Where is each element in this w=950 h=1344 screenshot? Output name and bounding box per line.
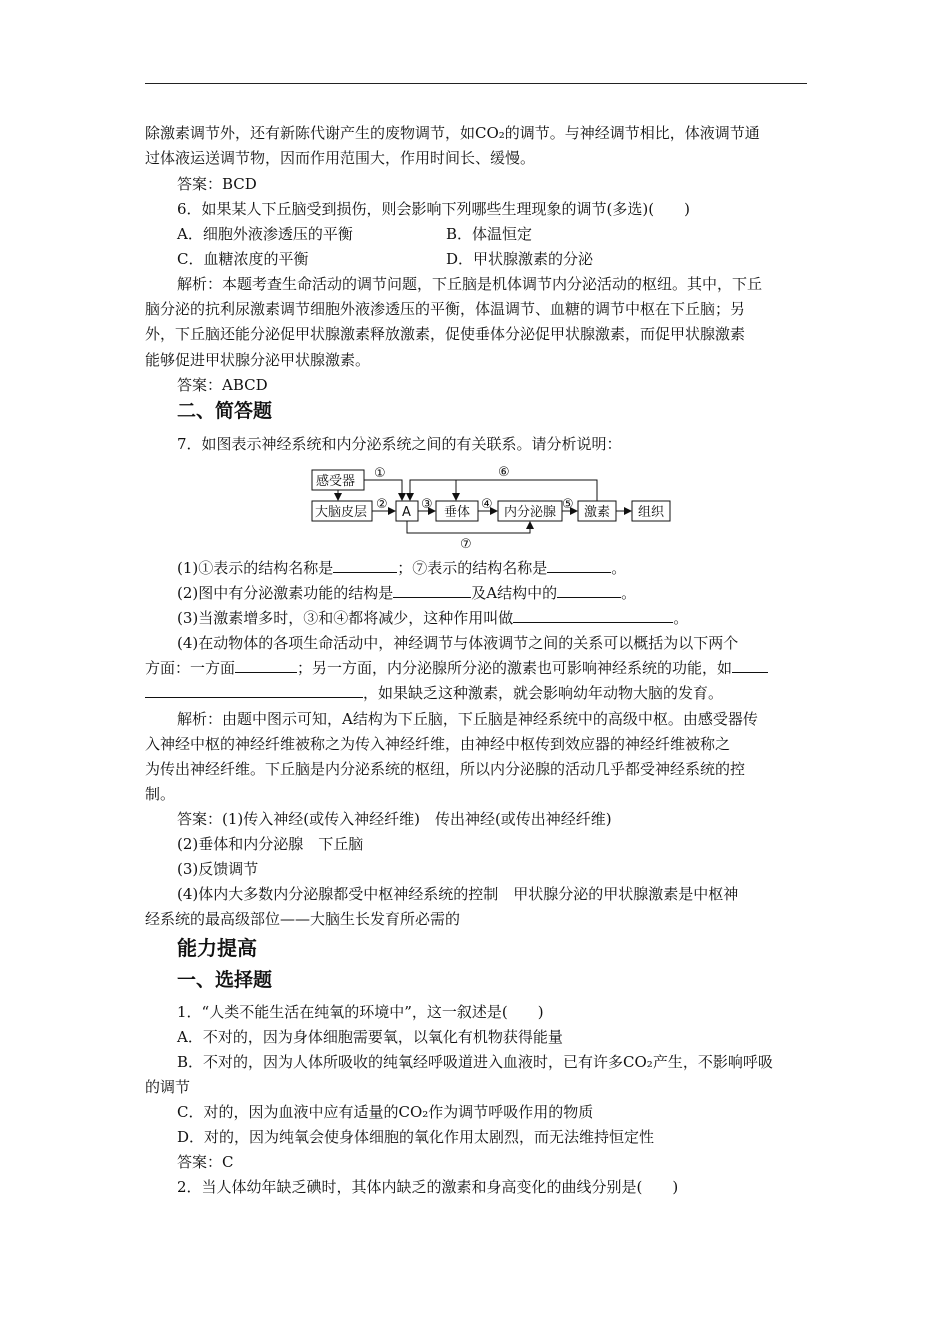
explanation-line: 外，下丘脑还能分泌促甲状腺激素释放激素，促使垂体分泌促甲状腺激素，而促甲状腺激素 — [145, 325, 746, 343]
question-2: 2．当人体幼年缺乏碘时，其体内缺乏的激素和身高变化的曲线分别是( ) — [177, 1178, 679, 1196]
answer-blank[interactable] — [547, 558, 611, 573]
answer-blank[interactable] — [235, 658, 297, 673]
explanation-line: 入神经中枢的神经纤维被称之为传入神经纤维，由神经中枢传到效应器的神经纤维被称之 — [145, 735, 731, 753]
answer-line: 答案：ABCD — [177, 376, 268, 394]
sub-question-3: (3)当激素增多时，③和④都将减少，这种作用叫做 。 — [177, 609, 689, 627]
sub-question-4-cont: 方面：一方面 ；另一方面，内分泌腺所分泌的激素也可影响神经系统的功能，如 — [145, 658, 768, 678]
pituitary-label: 垂体 — [444, 505, 471, 520]
mark-4: ④ — [481, 497, 493, 512]
answer-line: (3)反馈调节 — [177, 860, 259, 878]
answer-blank[interactable] — [513, 608, 673, 623]
explanation-line: 解析：由题中图示可知，A结构为下丘脑，下丘脑是神经系统中的高级中枢。由感受器传 — [177, 710, 758, 728]
mark-6: ⑥ — [498, 465, 510, 480]
answer-line: 答案：BCD — [177, 175, 257, 193]
a-label: A — [402, 505, 411, 520]
answer-line: 答案：(1)传入神经(或传入神经纤维) 传出神经(或传出神经纤维) — [177, 810, 612, 828]
answer-line: (2)垂体和内分泌腺 下丘脑 — [177, 835, 364, 853]
explanation-line: 能够促进甲状腺分泌甲状腺激素。 — [145, 351, 371, 369]
answer-blank[interactable] — [393, 583, 471, 598]
option-d: D．甲状腺激素的分泌 — [446, 250, 594, 268]
receptor-label: 感受器 — [316, 474, 356, 489]
option-d: D．对的，因为纯氧会使身体细胞的氧化作用太剧烈，而无法维持恒定性 — [177, 1128, 655, 1146]
sub-question-1: (1)①表示的结构名称是 ；⑦表示的结构名称是 。 — [177, 559, 627, 577]
option-c: C．对的，因为血液中应有适量的CO₂作为调节呼吸作用的物质 — [177, 1103, 594, 1121]
mark-7: ⑦ — [460, 537, 472, 552]
text-line: 过体液运送调节物，因而作用范围大，作用时间长、缓慢。 — [145, 149, 536, 167]
section-heading: 能力提高 — [177, 936, 257, 960]
option-a: A．不对的，因为身体细胞需要氧，以氧化有机物获得能量 — [177, 1028, 563, 1046]
explanation-line: 为传出神经纤维。下丘脑是内分泌系统的枢纽，所以内分泌腺的活动几乎都受神经系统的控 — [145, 760, 746, 778]
answer-line: 经系统的最高级部位——大脑生长发育所必需的 — [145, 910, 461, 928]
question-6: 6．如果某人下丘脑受到损伤，则会影响下列哪些生理现象的调节(多选)( ) — [177, 200, 690, 218]
explanation-line: 解析：本题考查生命活动的调节问题，下丘脑是机体调节内分泌活动的枢纽。其中，下丘 — [177, 275, 763, 293]
flow-diagram — [300, 460, 680, 555]
explanation-line: 制。 — [145, 785, 176, 803]
answer-blank[interactable] — [732, 658, 768, 673]
hormone-label: 激素 — [584, 505, 611, 520]
question-1: 1．“人类不能生活在纯氧的环境中”，这一叙述是( ) — [177, 1003, 544, 1021]
cortex-label: 大脑皮层 — [315, 505, 368, 520]
answer-blank[interactable] — [145, 683, 363, 698]
section-heading: 一、选择题 — [177, 969, 273, 991]
tissue-label: 组织 — [638, 505, 665, 520]
answer-line: 答案：C — [177, 1153, 234, 1171]
option-b: B．体温恒定 — [446, 225, 533, 243]
option-b: B．不对的，因为人体所吸收的纯氧经呼吸道进入血液时，已有许多CO₂产生，不影响呼吸 — [177, 1053, 773, 1071]
text-line: 除激素调节外，还有新陈代谢产生的废物调节，如CO₂的调节。与神经调节相比，体液调节通 — [145, 124, 760, 142]
sub-question-4: (4)在动物体的各项生命活动中，神经调节与体液调节之间的关系可以概括为以下两个 — [177, 634, 739, 652]
mark-5: ⑤ — [562, 497, 574, 512]
sub-question-4-cont: ，如果缺乏这种激素，就会影响幼年动物大脑的发育。 — [145, 683, 723, 703]
mark-1: ① — [374, 466, 386, 481]
sub-question-2: (2)图中有分泌激素功能的结构是 及A结构中的 。 — [177, 584, 637, 602]
option-c: C．血糖浓度的平衡 — [177, 250, 309, 268]
header-rule — [145, 83, 807, 84]
section-heading: 二、简答题 — [177, 400, 273, 422]
mark-2: ② — [376, 497, 388, 512]
mark-3: ③ — [421, 497, 433, 512]
answer-blank[interactable] — [333, 558, 397, 573]
explanation-line: 脑分泌的抗利尿激素调节细胞外液渗透压的平衡，体温调节、血糖的调节中枢在下丘脑；另 — [145, 300, 746, 318]
answer-blank[interactable] — [557, 583, 621, 598]
option-a: A．细胞外液渗透压的平衡 — [177, 225, 353, 243]
question-7: 7．如图表示神经系统和内分泌系统之间的有关联系。请分析说明： — [177, 435, 622, 453]
answer-line: (4)体内大多数内分泌腺都受中枢神经系统的控制 甲状腺分泌的甲状腺激素是中枢神 — [177, 885, 739, 903]
option-b-cont: 的调节 — [145, 1078, 191, 1096]
gland-label: 内分泌腺 — [504, 505, 557, 520]
